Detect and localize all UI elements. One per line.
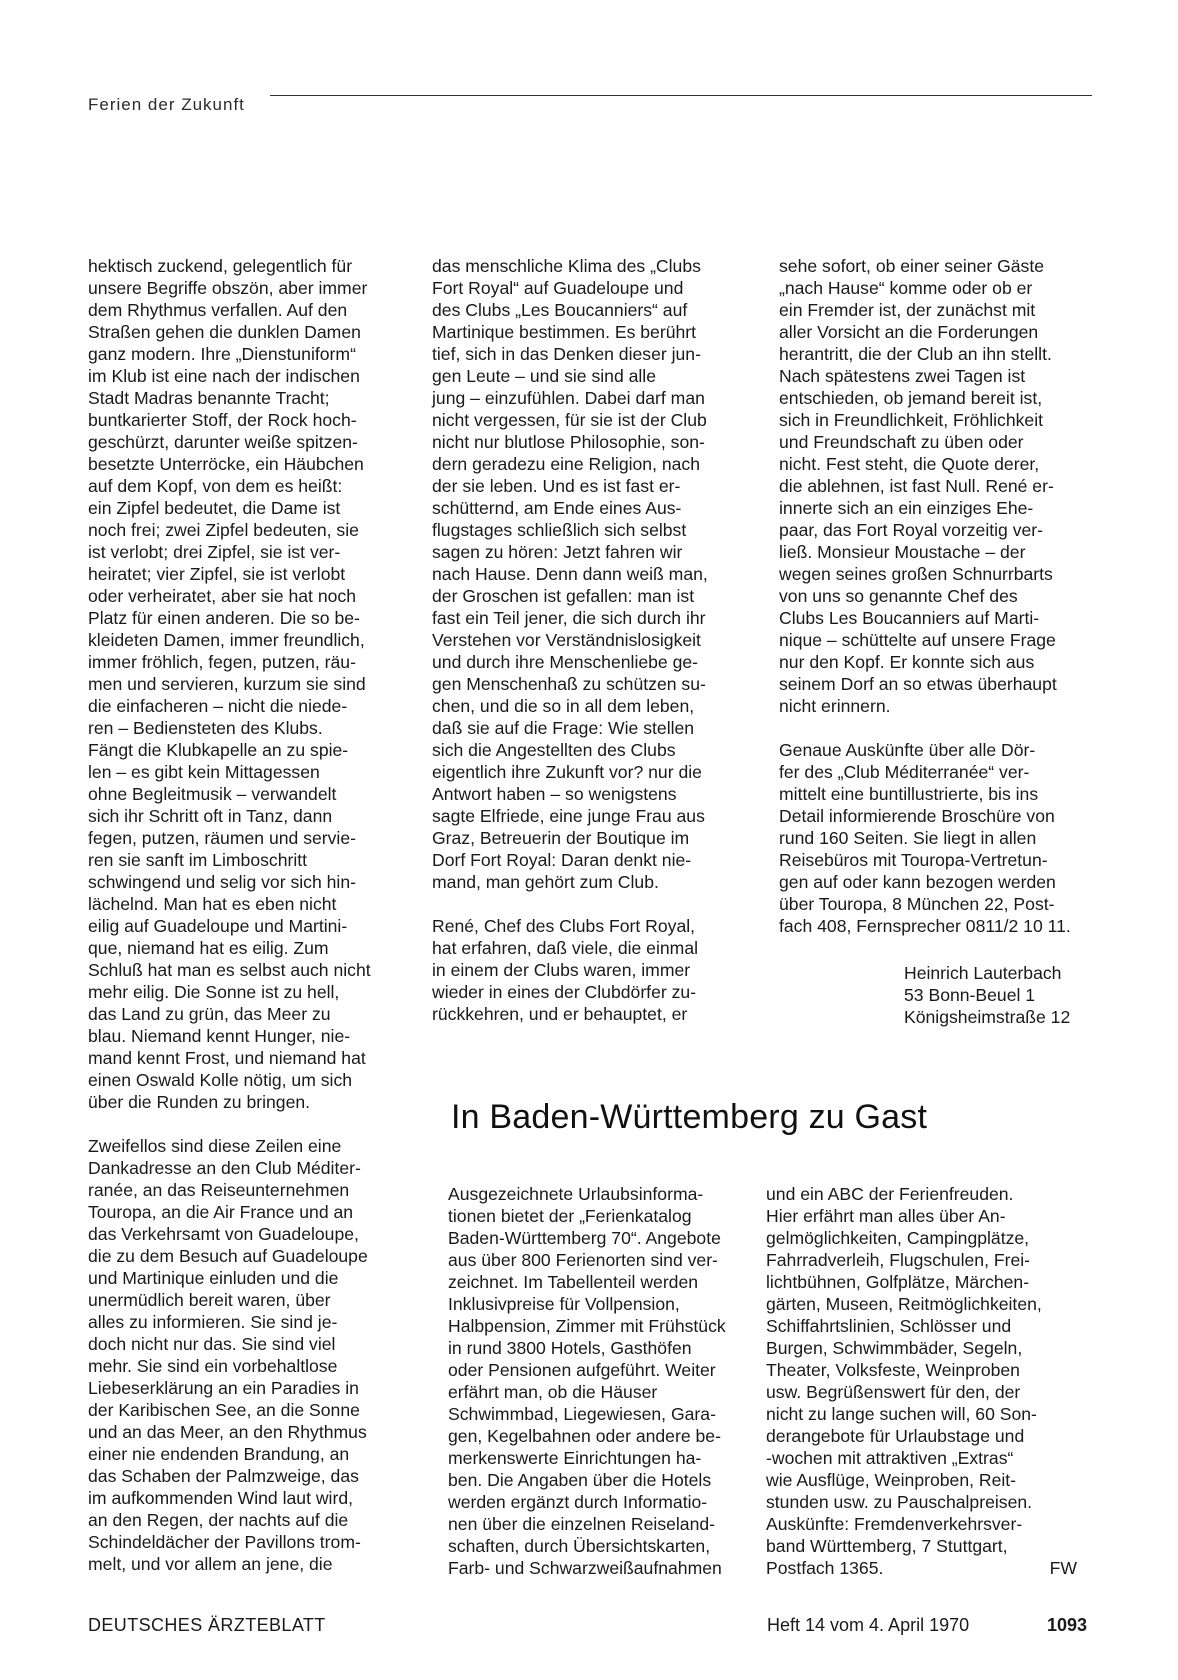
text-line: oder verheiratet, aber sie hat noch bbox=[88, 586, 356, 606]
text-line: über die Runden zu bringen. bbox=[88, 1092, 311, 1112]
column-2 bbox=[432, 255, 754, 1025]
text-line: Schindeldächer der Pavillons trom- bbox=[88, 1532, 361, 1552]
text-line: Straßen gehen die dunklen Damen bbox=[88, 322, 361, 342]
column-3 bbox=[779, 255, 1097, 937]
header-rule bbox=[270, 95, 1092, 96]
text-line: Auskünfte: Fremdenverkehrsver- bbox=[766, 1514, 1023, 1534]
text-line: die ablehnen, ist fast Null. René er- bbox=[779, 476, 1054, 496]
text-line: mand, man gehört zum Club. bbox=[432, 872, 659, 892]
text-line: Theater, Volksfeste, Weinproben bbox=[766, 1360, 1020, 1380]
footer-issue: Heft 14 vom 4. April 1970 bbox=[767, 1615, 970, 1635]
text-line: dem Rhythmus verfallen. Auf den bbox=[88, 300, 348, 320]
text-line: im aufkommenden Wind laut wird, bbox=[88, 1488, 353, 1508]
text-line: in einem der Clubs waren, immer bbox=[432, 960, 691, 980]
text-line: und Freundschaft zu üben oder bbox=[779, 432, 1024, 452]
text-line: Baden-Württemberg 70“. Angebote bbox=[448, 1228, 721, 1248]
running-header: Ferien der Zukunft bbox=[88, 95, 245, 114]
text-line: sich die Angestellten des Clubs bbox=[432, 740, 676, 760]
text-line: nicht. Fest steht, die Quote derer, bbox=[779, 454, 1040, 474]
text-line: Nach spätestens zwei Tagen ist bbox=[779, 366, 1026, 386]
text-line: besetzte Unterröcke, ein Häubchen bbox=[88, 454, 364, 474]
text-line: Hier erfährt man alles über An- bbox=[766, 1206, 1006, 1226]
text-line: sich in Freundlichkeit, Fröhlichkeit bbox=[779, 410, 1044, 430]
text-line: gen auf oder kann bezogen werden bbox=[779, 872, 1056, 892]
text-line: doch nicht nur das. Sie sind viel bbox=[88, 1334, 336, 1354]
page-number: 1093 bbox=[1047, 1615, 1088, 1635]
text-line: Inklusivpreise für Vollpension, bbox=[448, 1294, 680, 1314]
text-line: stunden usw. zu Pauschalpreisen. bbox=[766, 1492, 1033, 1512]
signature-street: Königsheimstraße 12 bbox=[904, 1007, 1071, 1027]
text-line: Martinique bestimmen. Es berührt bbox=[432, 322, 697, 342]
text-line: schwingend und selig vor sich hin- bbox=[88, 872, 356, 892]
text-line: hektisch zuckend, gelegentlich für bbox=[88, 256, 353, 276]
text-line: das menschliche Klima des „Clubs bbox=[432, 256, 701, 276]
text-line: zeichnet. Im Tabellenteil werden bbox=[448, 1272, 699, 1292]
text-line: paar, das Fort Royal vorzeitig ver- bbox=[779, 520, 1044, 540]
text-line: chen, und die so in all dem leben, bbox=[432, 696, 695, 716]
signature-name: Heinrich Lauterbach bbox=[904, 963, 1062, 983]
text-line: unermüdlich bereit waren, über bbox=[88, 1290, 331, 1310]
text-line: Antwort haben – so wenigstens bbox=[432, 784, 677, 804]
text-line: sehe sofort, ob einer seiner Gäste bbox=[779, 256, 1045, 276]
text-line: ein Zipfel bedeutet, die Dame ist bbox=[88, 498, 341, 518]
text-line: sagte Elfriede, eine junge Frau aus bbox=[432, 806, 705, 826]
text-line: gen Menschenhaß zu schützen su- bbox=[432, 674, 706, 694]
text-line: werden ergänzt durch Informatio- bbox=[448, 1492, 708, 1512]
text-line: Halbpension, Zimmer mit Frühstück bbox=[448, 1316, 726, 1336]
text-line: der Groschen ist gefallen: man ist bbox=[432, 586, 695, 606]
text-line: Zweifellos sind diese Zeilen eine bbox=[88, 1136, 342, 1156]
text-line: im Klub ist eine nach der indischen bbox=[88, 366, 360, 386]
text-line: Schiffahrtslinien, Schlösser und bbox=[766, 1316, 1012, 1336]
text-line: Ausgezeichnete Urlaubsinforma- bbox=[448, 1184, 704, 1204]
text-line: Touropa, an die Air France und an bbox=[88, 1202, 354, 1222]
text-line: innerte sich an ein einziges Ehe- bbox=[779, 498, 1034, 518]
text-line: aller Vorsicht an die Forderungen bbox=[779, 322, 1039, 342]
text-line: ganz modern. Ihre „Dienstuniform“ bbox=[88, 344, 356, 364]
text-line: schütternd, am Ende eines Aus- bbox=[432, 498, 682, 518]
text-line: fach 408, Fernsprecher 0811/2 10 11. bbox=[779, 916, 1071, 936]
text-line: das Verkehrsamt von Guadeloupe, bbox=[88, 1224, 359, 1244]
text-line: geschürzt, darunter weiße spitzen- bbox=[88, 432, 358, 452]
text-line: Schluß hat man es selbst auch nicht bbox=[88, 960, 371, 980]
text-line: tief, sich in das Denken dieser jun- bbox=[432, 344, 701, 364]
text-line: ren – Bediensteten des Klubs. bbox=[88, 718, 323, 738]
text-line: noch frei; zwei Zipfel bedeuten, sie bbox=[88, 520, 359, 540]
text-line: gärten, Museen, Reitmöglichkeiten, bbox=[766, 1294, 1042, 1314]
text-line: über Touropa, 8 München 22, Post- bbox=[779, 894, 1055, 914]
text-line: und an das Meer, an den Rhythmus bbox=[88, 1422, 367, 1442]
text-line: blau. Niemand kennt Hunger, nie- bbox=[88, 1026, 351, 1046]
text-line: und durch ihre Menschenliebe ge- bbox=[432, 652, 699, 672]
text-line: wie Ausflüge, Weinproben, Reit- bbox=[766, 1470, 1017, 1490]
text-line: fegen, putzen, räumen und servie- bbox=[88, 828, 356, 848]
text-line: alles zu informieren. Sie sind je- bbox=[88, 1312, 338, 1332]
text-line: einer nie endenden Brandung, an bbox=[88, 1444, 350, 1464]
article-title: In Baden-Württemberg zu Gast bbox=[451, 1098, 928, 1136]
signature-city: 53 Bonn-Beuel 1 bbox=[904, 985, 1036, 1005]
text-line: ohne Begleitmusik – verwandelt bbox=[88, 784, 337, 804]
text-line: in rund 3800 Hotels, Gasthöfen bbox=[448, 1338, 692, 1358]
text-line: lächelnd. Man hat es eben nicht bbox=[88, 894, 337, 914]
text-line: Verstehen vor Verständnislosigkeit bbox=[432, 630, 701, 650]
text-line: die einfacheren – nicht die niede- bbox=[88, 696, 348, 716]
text-line: ist verlobt; drei Zipfel, sie ist ver- bbox=[88, 542, 341, 562]
text-line: immer fröhlich, fegen, putzen, räu- bbox=[88, 652, 356, 672]
text-line: sich ihr Schritt oft in Tanz, dann bbox=[88, 806, 333, 826]
text-line: die zu dem Besuch auf Guadeloupe bbox=[88, 1246, 368, 1266]
text-line: mand kennt Frost, und niemand hat bbox=[88, 1048, 366, 1068]
text-line: mehr. Sie sind ein vorbehaltlose bbox=[88, 1356, 338, 1376]
text-line: que, niemand hat es eilig. Zum bbox=[88, 938, 329, 958]
text-line: nicht nur blutlose Philosophie, son- bbox=[432, 432, 705, 452]
text-line: schaften, durch Übersichtskarten, bbox=[448, 1536, 711, 1556]
text-line: rund 160 Seiten. Sie liegt in allen bbox=[779, 828, 1037, 848]
author-signature bbox=[904, 962, 1070, 1028]
text-line: ranée, an das Reiseunternehmen bbox=[88, 1180, 350, 1200]
text-line: Farb- und Schwarzweißaufnahmen bbox=[448, 1558, 722, 1578]
text-line: unsere Begriffe obszön, aber immer bbox=[88, 278, 368, 298]
text-line: ein Fremder ist, der zunächst mit bbox=[779, 300, 1036, 320]
text-line: der sie leben. Und es ist fast er- bbox=[432, 476, 681, 496]
text-line: an den Regen, der nachts auf die bbox=[88, 1510, 349, 1530]
text-line: „nach Hause“ komme oder ob er bbox=[779, 278, 1033, 298]
text-line: der Karibischen See, an die Sonne bbox=[88, 1400, 360, 1420]
text-line: Genaue Auskünfte über alle Dör- bbox=[779, 740, 1036, 760]
text-line: usw. Begrüßenswert für den, der bbox=[766, 1382, 1021, 1402]
text-line: nicht zu lange suchen will, 60 Son- bbox=[766, 1404, 1037, 1424]
text-line: und Martinique einluden und die bbox=[88, 1268, 339, 1288]
text-line: daß sie auf die Frage: Wie stellen bbox=[432, 718, 695, 738]
text-line: nicht erinnern. bbox=[779, 696, 891, 716]
text-line: Liebeserklärung an ein Paradies in bbox=[88, 1378, 359, 1398]
text-line: Postfach 1365. FW bbox=[766, 1558, 1077, 1578]
text-line: eilig auf Guadeloupe und Martini- bbox=[88, 916, 348, 936]
text-line: -wochen mit attraktiven „Extras“ bbox=[766, 1448, 1014, 1468]
text-line: René, Chef des Clubs Fort Royal, bbox=[432, 916, 696, 936]
text-line: Fort Royal“ auf Guadeloupe und bbox=[432, 278, 684, 298]
text-line: eigentlich ihre Zukunft vor? nur die bbox=[432, 762, 702, 782]
text-line: sagen zu hören: Jetzt fahren wir bbox=[432, 542, 683, 562]
text-line: gen, Kegelbahnen oder andere be- bbox=[448, 1426, 721, 1446]
text-line: von uns so genannte Chef des bbox=[779, 586, 1018, 606]
text-line: melt, und vor allem an jene, die bbox=[88, 1554, 333, 1574]
text-line: gelmöglichkeiten, Campingplätze, bbox=[766, 1228, 1030, 1248]
text-line: ren sie sanft im Limboschritt bbox=[88, 850, 308, 870]
text-line: nur den Kopf. Er konnte sich aus bbox=[779, 652, 1035, 672]
text-line: das Land zu grün, das Meer zu bbox=[88, 1004, 331, 1024]
text-line: Fängt die Klubkapelle an zu spie- bbox=[88, 740, 349, 760]
text-line: Burgen, Schwimmbäder, Segeln, bbox=[766, 1338, 1023, 1358]
text-line: hat erfahren, daß viele, die einmal bbox=[432, 938, 699, 958]
text-line: Dankadresse an den Club Méditer- bbox=[88, 1158, 361, 1178]
column-1 bbox=[88, 255, 408, 1575]
text-line: mehr eilig. Die Sonne ist zu hell, bbox=[88, 982, 340, 1002]
text-line: wieder in eines der Clubdörfer zu- bbox=[432, 982, 697, 1002]
text-line: kleideten Damen, immer freundlich, bbox=[88, 630, 365, 650]
text-line: flugstages schließlich sich selbst bbox=[432, 520, 687, 540]
text-line: Schwimmbad, Liegewiesen, Gara- bbox=[448, 1404, 716, 1424]
text-line: Graz, Betreuerin der Boutique im bbox=[432, 828, 690, 848]
text-line: tionen bietet der „Ferienkatalog bbox=[448, 1206, 692, 1226]
text-line: fast ein Teil jener, die sich durch ihr bbox=[432, 608, 706, 628]
text-line: merkenswerte Einrichtungen ha- bbox=[448, 1448, 702, 1468]
text-line: wegen seines großen Schnurrbarts bbox=[779, 564, 1053, 584]
text-line: heiratet; vier Zipfel, sie ist verlobt bbox=[88, 564, 346, 584]
text-line: fer des „Club Méditerranée“ ver- bbox=[779, 762, 1030, 782]
text-line: len – es gibt kein Mittagessen bbox=[88, 762, 320, 782]
text-line: auf dem Kopf, von dem es heißt: bbox=[88, 476, 343, 496]
text-line: einen Oswald Kolle nötig, um sich bbox=[88, 1070, 353, 1090]
text-line: Detail informierende Broschüre von bbox=[779, 806, 1055, 826]
text-line: ließ. Monsieur Moustache – der bbox=[779, 542, 1026, 562]
text-line: Reisebüros mit Touropa-Vertretun- bbox=[779, 850, 1048, 870]
text-line: Stadt Madras benannte Tracht; bbox=[88, 388, 330, 408]
text-line: buntkarierter Stoff, der Rock hoch- bbox=[88, 410, 357, 430]
text-line: herantritt, die der Club an ihn stellt. bbox=[779, 344, 1052, 364]
text-line: oder Pensionen aufgeführt. Weiter bbox=[448, 1360, 716, 1380]
text-line: band Württemberg, 7 Stuttgart, bbox=[766, 1536, 1008, 1556]
text-line: aus über 800 Ferienorten sind ver- bbox=[448, 1250, 718, 1270]
text-line: men und servieren, kurzum sie sind bbox=[88, 674, 366, 694]
text-line: nique – schüttelte auf unsere Frage bbox=[779, 630, 1056, 650]
text-line: nicht vergessen, für sie ist der Club bbox=[432, 410, 707, 430]
text-line: rückkehren, und er behauptet, er bbox=[432, 1004, 688, 1024]
text-line: Clubs Les Boucanniers auf Marti- bbox=[779, 608, 1040, 628]
footer-journal: DEUTSCHES ÄRZTEBLATT bbox=[88, 1615, 326, 1635]
text-line: dern geradezu eine Religion, nach bbox=[432, 454, 701, 474]
text-line: Fahrradverleih, Flugschulen, Frei- bbox=[766, 1250, 1031, 1270]
text-line: und ein ABC der Ferienfreuden. bbox=[766, 1184, 1014, 1204]
text-line: nen über die einzelnen Reiseland- bbox=[448, 1514, 716, 1534]
column-5 bbox=[766, 1183, 1096, 1579]
text-line: das Schaben der Palmzweige, das bbox=[88, 1466, 359, 1486]
text-line: ben. Die Angaben über die Hotels bbox=[448, 1470, 712, 1490]
text-line: erfährt man, ob die Häuser bbox=[448, 1382, 658, 1402]
column-4 bbox=[448, 1183, 748, 1579]
text-line: lichtbühnen, Golfplätze, Märchen- bbox=[766, 1272, 1030, 1292]
text-line: gen Leute – und sie sind alle bbox=[432, 366, 657, 386]
text-line: Platz für einen anderen. Die so be- bbox=[88, 608, 360, 628]
text-line: nach Hause. Denn dann weiß man, bbox=[432, 564, 708, 584]
text-line: jung – einzufühlen. Dabei darf man bbox=[432, 388, 705, 408]
text-line: des Clubs „Les Boucanniers“ auf bbox=[432, 300, 688, 320]
text-line: mittelt eine buntillustrierte, bis ins bbox=[779, 784, 1039, 804]
text-line: derangebote für Urlaubstage und bbox=[766, 1426, 1025, 1446]
text-line: Dorf Fort Royal: Daran denkt nie- bbox=[432, 850, 692, 870]
text-line: entschieden, ob jemand bereit ist, bbox=[779, 388, 1043, 408]
text-line: seinem Dorf an so etwas überhaupt bbox=[779, 674, 1057, 694]
